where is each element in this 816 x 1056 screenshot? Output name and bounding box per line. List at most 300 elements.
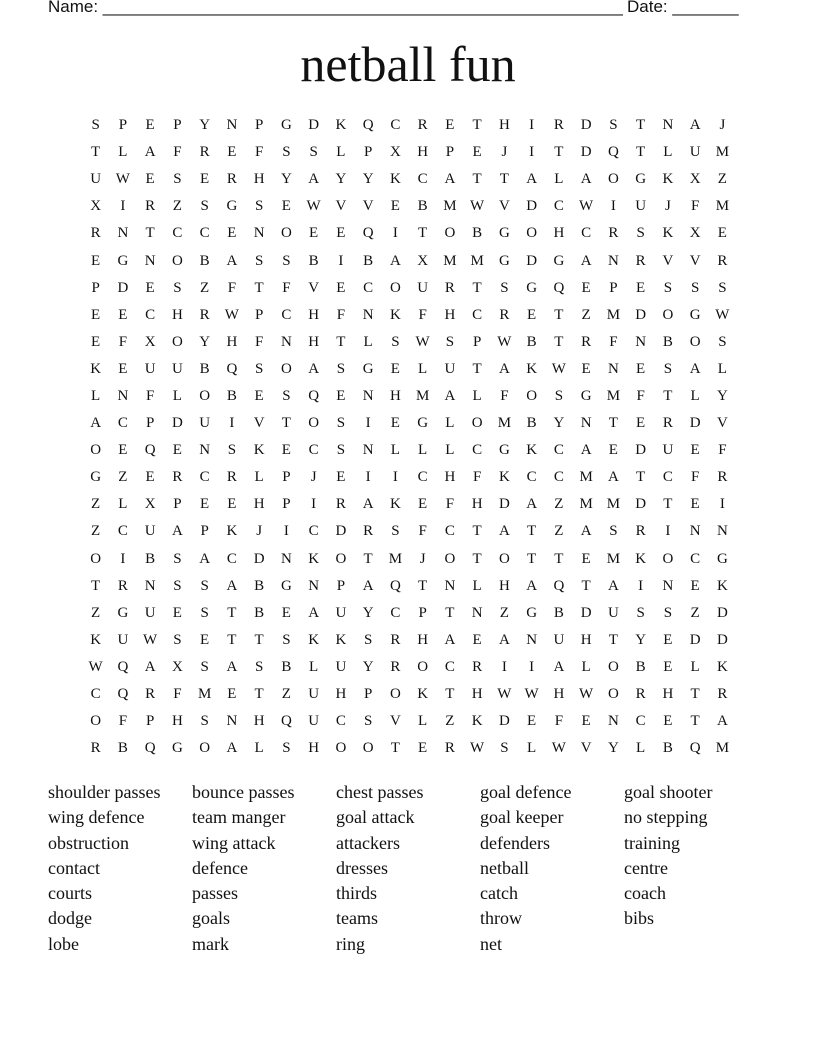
grid-letter: S: [200, 713, 209, 730]
grid-letter: O: [280, 360, 292, 377]
grid-letter: Z: [118, 469, 128, 486]
grid-letter: R: [472, 658, 483, 675]
grid-letter: T: [608, 415, 618, 432]
grid-row: [82, 681, 736, 708]
grid-letter: F: [718, 442, 727, 459]
grid-letter: L: [554, 171, 564, 188]
grid-letter: C: [390, 604, 401, 621]
grid-letter: T: [527, 550, 537, 567]
grid-letter: E: [91, 252, 101, 269]
grid-letter: I: [719, 496, 725, 513]
grid-letter: A: [716, 713, 728, 730]
grid-row: [82, 437, 736, 464]
grid-letter: D: [580, 604, 592, 621]
grid-letter: E: [227, 225, 237, 242]
grid-letter: E: [581, 550, 591, 567]
grid-letter: E: [145, 279, 155, 296]
grid-letter: A: [144, 658, 156, 675]
word-list-item: wing attack: [192, 832, 276, 853]
grid-letter: R: [117, 577, 128, 594]
grid-letter: N: [362, 442, 374, 459]
grid-letter: K: [716, 658, 728, 675]
grid-letter: I: [638, 577, 644, 594]
grid-letter: L: [418, 360, 428, 377]
grid-letter: Y: [635, 631, 647, 648]
word-list: [48, 780, 768, 957]
grid-letter: H: [308, 333, 320, 350]
grid-letter: P: [363, 144, 373, 161]
grid-letter: R: [145, 686, 156, 703]
grid-letter: D: [635, 442, 647, 459]
grid-letter: R: [608, 225, 619, 242]
grid-letter: Z: [200, 279, 210, 296]
grid-letter: O: [199, 387, 211, 404]
grid-letter: K: [253, 442, 265, 459]
grid-letter: W: [551, 360, 566, 377]
grid-letter: T: [281, 415, 291, 432]
word-list-item: net: [480, 933, 502, 954]
grid-letter: N: [607, 360, 619, 377]
grid-letter: A: [362, 496, 374, 513]
worksheet-header: [48, 0, 748, 21]
grid-letter: A: [689, 117, 701, 134]
grid-letter: O: [662, 306, 674, 323]
grid-letter: A: [498, 631, 510, 648]
grid-letter: S: [718, 279, 727, 296]
grid-letter: S: [500, 279, 509, 296]
grid-letter: E: [690, 577, 700, 594]
grid-letter: G: [716, 550, 728, 567]
grid-letter: F: [609, 333, 618, 350]
grid-letter: R: [363, 523, 374, 540]
grid-letter: Z: [91, 604, 101, 621]
grid-letter: A: [226, 252, 238, 269]
grid-letter: C: [117, 415, 128, 432]
grid-letter: W: [224, 306, 239, 323]
grid-letter: G: [90, 469, 102, 486]
grid-letter: T: [472, 360, 482, 377]
grid-letter: O: [199, 740, 211, 757]
grid-letter: S: [91, 117, 100, 134]
grid-letter: F: [145, 387, 155, 404]
grid-letter: G: [280, 577, 292, 594]
grid-letter: T: [690, 686, 700, 703]
grid-letter: E: [145, 117, 155, 134]
grid-letter: I: [529, 658, 535, 675]
grid-letter: O: [362, 740, 374, 757]
grid-letter: Y: [607, 740, 619, 757]
grid-letter: E: [608, 442, 618, 459]
grid-letter: R: [553, 117, 564, 134]
grid-letter: E: [390, 198, 400, 215]
grid-letter: Z: [91, 496, 101, 513]
word-list-item: bounce passes: [192, 782, 295, 802]
grid-letter: P: [145, 713, 155, 730]
grid-letter: C: [581, 225, 592, 242]
grid-letter: S: [500, 740, 509, 757]
grid-letter: K: [389, 306, 401, 323]
grid-letter: X: [144, 496, 156, 513]
grid-letter: S: [200, 577, 209, 594]
grid-letter: W: [115, 171, 130, 188]
grid-letter: E: [581, 713, 591, 730]
grid-letter: T: [636, 144, 646, 161]
grid-letter: V: [662, 252, 674, 269]
grid-letter: I: [665, 523, 671, 540]
grid-letter: E: [91, 333, 101, 350]
grid-letter: E: [281, 442, 291, 459]
grid-letter: W: [470, 198, 485, 215]
grid-letter: Q: [117, 658, 129, 675]
grid-letter: O: [444, 225, 456, 242]
grid-letter: T: [390, 740, 400, 757]
grid-letter: B: [226, 387, 237, 404]
grid-letter: E: [172, 604, 182, 621]
grid-letter: A: [689, 360, 701, 377]
grid-letter: Z: [91, 523, 101, 540]
grid-letter: P: [282, 469, 291, 486]
grid-letter: B: [526, 333, 537, 350]
grid-letter: N: [689, 523, 701, 540]
grid-letter: U: [144, 523, 156, 540]
grid-letter: E: [336, 469, 346, 486]
grid-letter: S: [200, 604, 209, 621]
grid-letter: H: [171, 306, 183, 323]
grid-letter: P: [336, 577, 346, 594]
grid-letter: I: [529, 144, 535, 161]
grid-letter: S: [254, 360, 264, 377]
grid-letter: S: [363, 713, 373, 730]
grid-letter: A: [444, 631, 456, 648]
grid-row: [82, 654, 736, 681]
grid-letter: Q: [144, 740, 156, 757]
grid-letter: A: [526, 171, 538, 188]
grid-letter: T: [554, 550, 564, 567]
grid-letter: L: [445, 442, 455, 459]
grid-letter: A: [580, 442, 592, 459]
grid-letter: K: [662, 225, 674, 242]
word-list-item: dodge: [48, 908, 92, 929]
grid-letter: O: [417, 658, 429, 675]
grid-letter: C: [444, 523, 455, 540]
grid-letter: I: [365, 415, 371, 432]
grid-letter: I: [365, 469, 371, 486]
grid-letter: K: [90, 631, 102, 648]
grid-row: [82, 600, 736, 627]
grid-letter: D: [580, 144, 592, 161]
grid-letter: C: [635, 713, 646, 730]
grid-letter: B: [526, 415, 537, 432]
grid-letter: A: [498, 360, 510, 377]
grid-letter: I: [120, 198, 126, 215]
grid-letter: S: [173, 171, 182, 188]
grid-letter: G: [526, 604, 538, 621]
grid-letter: P: [173, 496, 182, 513]
grid-letter: B: [281, 658, 292, 675]
grid-letter: A: [444, 387, 456, 404]
grid-letter: M: [415, 387, 430, 404]
grid-letter: R: [662, 415, 673, 432]
grid-letter: N: [144, 252, 156, 269]
grid-letter: T: [227, 604, 237, 621]
grid-letter: M: [579, 496, 593, 513]
grid-letter: V: [335, 198, 347, 215]
word-list-item: goal shooter: [624, 782, 713, 802]
grid-letter: P: [445, 144, 455, 161]
grid-letter: A: [580, 523, 592, 540]
grid-letter: L: [172, 387, 182, 404]
grid-letter: J: [719, 117, 726, 134]
grid-letter: L: [581, 658, 591, 675]
grid-letter: M: [497, 415, 512, 432]
grid-letter: L: [118, 496, 128, 513]
word-list-item: goal keeper: [480, 807, 564, 828]
grid-letter: I: [229, 415, 235, 432]
grid-letter: J: [501, 144, 508, 161]
grid-letter: N: [280, 333, 292, 350]
grid-letter: T: [418, 577, 428, 594]
grid-letter: E: [418, 740, 428, 757]
grid-letter: T: [254, 686, 264, 703]
grid-letter: E: [663, 713, 673, 730]
grid-letter: Z: [172, 198, 182, 215]
grid-letter: S: [254, 658, 264, 675]
grid-letter: C: [526, 469, 537, 486]
grid-letter: Q: [389, 577, 401, 594]
grid-letter: A: [607, 577, 619, 594]
grid-letter: T: [690, 713, 700, 730]
grid-letter: A: [308, 171, 320, 188]
grid-letter: F: [636, 387, 645, 404]
grid-letter: N: [199, 442, 211, 459]
grid-letter: L: [118, 144, 128, 161]
word-list-item: catch: [480, 883, 518, 904]
grid-letter: T: [554, 333, 564, 350]
grid-letter: Y: [280, 171, 292, 188]
grid-letter: I: [283, 523, 289, 540]
grid-letter: A: [526, 496, 538, 513]
word-list-item: goals: [192, 908, 230, 929]
grid-letter: D: [335, 523, 347, 540]
grid-letter: T: [499, 171, 509, 188]
grid-letter: W: [415, 333, 430, 350]
grid-letter: X: [689, 171, 701, 188]
word-list-item: lobe: [48, 933, 79, 954]
grid-letter: T: [554, 306, 564, 323]
grid-letter: G: [362, 360, 374, 377]
grid-letter: B: [662, 740, 673, 757]
grid-letter: T: [254, 631, 264, 648]
grid-letter: R: [226, 171, 237, 188]
grid-letter: M: [715, 144, 730, 161]
grid-letter: E: [636, 415, 646, 432]
grid-letter: Q: [362, 117, 374, 134]
grid-letter: B: [199, 360, 210, 377]
grid-letter: K: [90, 360, 102, 377]
grid-letter: C: [690, 550, 701, 567]
grid-letter: S: [254, 252, 264, 269]
grid-row: [82, 735, 736, 762]
grid-letter: P: [118, 117, 128, 134]
grid-letter: E: [227, 144, 237, 161]
grid-letter: E: [390, 360, 400, 377]
word-list-item: teams: [336, 908, 378, 929]
grid-letter: E: [690, 442, 700, 459]
grid-letter: Y: [362, 604, 374, 621]
grid-letter: S: [200, 658, 209, 675]
grid-letter: L: [390, 442, 400, 459]
grid-letter: E: [663, 631, 673, 648]
grid-letter: F: [173, 686, 182, 703]
grid-letter: I: [338, 252, 344, 269]
grid-letter: C: [472, 442, 483, 459]
grid-letter: J: [664, 198, 671, 215]
grid-letter: G: [526, 279, 538, 296]
grid-letter: H: [417, 631, 429, 648]
grid-letter: R: [390, 631, 401, 648]
word-list-item: defence: [192, 857, 248, 878]
grid-letter: R: [635, 252, 646, 269]
grid-letter: E: [336, 225, 346, 242]
grid-letter: R: [172, 469, 183, 486]
grid-letter: N: [580, 415, 592, 432]
grid-letter: E: [390, 415, 400, 432]
grid-letter: U: [689, 144, 701, 161]
grid-letter: Y: [362, 658, 374, 675]
grid-letter: A: [498, 523, 510, 540]
grid-letter: R: [581, 333, 592, 350]
grid-letter: U: [607, 604, 619, 621]
grid-row: [82, 356, 736, 383]
grid-letter: K: [716, 577, 728, 594]
grid-letter: K: [635, 550, 647, 567]
grid-letter: M: [197, 686, 212, 703]
word-list-item: no stepping: [624, 807, 708, 828]
grid-letter: E: [636, 279, 646, 296]
grid-letter: Z: [581, 306, 591, 323]
grid-letter: W: [470, 740, 485, 757]
grid-letter: S: [609, 117, 618, 134]
grid-letter: Z: [445, 713, 455, 730]
grid-letter: D: [308, 117, 320, 134]
grid-letter: E: [336, 279, 346, 296]
grid-letter: Y: [716, 387, 728, 404]
word-list-item: obstruction: [48, 832, 129, 853]
grid-letter: L: [663, 144, 673, 161]
grid-letter: B: [145, 550, 156, 567]
word-list-item: contact: [48, 857, 100, 878]
grid-letter: B: [472, 225, 483, 242]
grid-letter: O: [662, 550, 674, 567]
word-list-item: throw: [480, 908, 522, 929]
grid-letter: K: [308, 550, 320, 567]
grid-letter: U: [335, 658, 347, 675]
grid-letter: D: [171, 415, 183, 432]
grid-letter: A: [389, 252, 401, 269]
grid-letter: J: [256, 523, 263, 540]
grid-letter: K: [662, 171, 674, 188]
grid-letter: H: [253, 171, 265, 188]
grid-letter: W: [306, 198, 321, 215]
grid-letter: B: [254, 604, 265, 621]
grid-letter: K: [417, 686, 429, 703]
grid-row: [82, 518, 736, 545]
grid-letter: O: [335, 740, 347, 757]
word-list-item: bibs: [624, 908, 655, 929]
grid-letter: S: [173, 631, 182, 648]
grid-row: [82, 247, 736, 274]
grid-letter: P: [254, 306, 264, 323]
grid-letter: N: [471, 604, 483, 621]
grid-letter: U: [308, 686, 320, 703]
grid-letter: C: [553, 469, 564, 486]
grid-letter: Q: [689, 740, 701, 757]
grid-letter: L: [91, 387, 101, 404]
grid-letter: L: [418, 442, 428, 459]
grid-letter: G: [553, 252, 565, 269]
grid-letter: E: [445, 117, 455, 134]
grid-letter: C: [90, 686, 101, 703]
grid-letter: R: [717, 469, 728, 486]
grid-letter: Q: [607, 144, 619, 161]
grid-letter: K: [335, 117, 347, 134]
grid-letter: P: [418, 604, 427, 621]
grid-letter: U: [635, 198, 647, 215]
grid-letter: C: [308, 442, 319, 459]
grid-letter: V: [580, 740, 592, 757]
grid-letter: U: [662, 442, 674, 459]
grid-letter: R: [635, 686, 646, 703]
grid-letter: T: [636, 117, 646, 134]
grid-letter: A: [226, 658, 238, 675]
grid-letter: G: [635, 171, 647, 188]
word-list-item: shoulder passes: [48, 782, 161, 802]
grid-letter: D: [498, 713, 510, 730]
grid-letter: C: [117, 523, 128, 540]
grid-letter: E: [690, 496, 700, 513]
grid-row: [82, 491, 736, 518]
grid-row: [82, 627, 736, 654]
grid-letter: F: [418, 523, 427, 540]
grid-letter: E: [200, 496, 210, 513]
grid-letter: Z: [690, 604, 700, 621]
grid-letter: O: [389, 686, 401, 703]
grid-letter: I: [311, 496, 317, 513]
grid-letter: B: [662, 333, 673, 350]
grid-letter: U: [308, 713, 320, 730]
grid-letter: U: [444, 360, 456, 377]
grid-letter: N: [635, 333, 647, 350]
grid-letter: K: [498, 469, 510, 486]
grid-letter: S: [718, 333, 727, 350]
grid-letter: A: [607, 469, 619, 486]
grid-letter: Q: [226, 360, 238, 377]
grid-letter: D: [716, 631, 728, 648]
grid-letter: U: [90, 171, 102, 188]
grid-letter: B: [254, 577, 265, 594]
grid-letter: G: [226, 198, 238, 215]
grid-letter: C: [417, 469, 428, 486]
page-title: netball fun: [300, 36, 516, 92]
grid-letter: S: [363, 631, 373, 648]
grid-letter: O: [498, 550, 510, 567]
grid-letter: E: [281, 198, 291, 215]
word-list-item: mark: [192, 933, 229, 954]
grid-letter: G: [117, 252, 129, 269]
grid-letter: G: [580, 387, 592, 404]
grid-letter: S: [282, 144, 291, 161]
grid-letter: K: [308, 631, 320, 648]
